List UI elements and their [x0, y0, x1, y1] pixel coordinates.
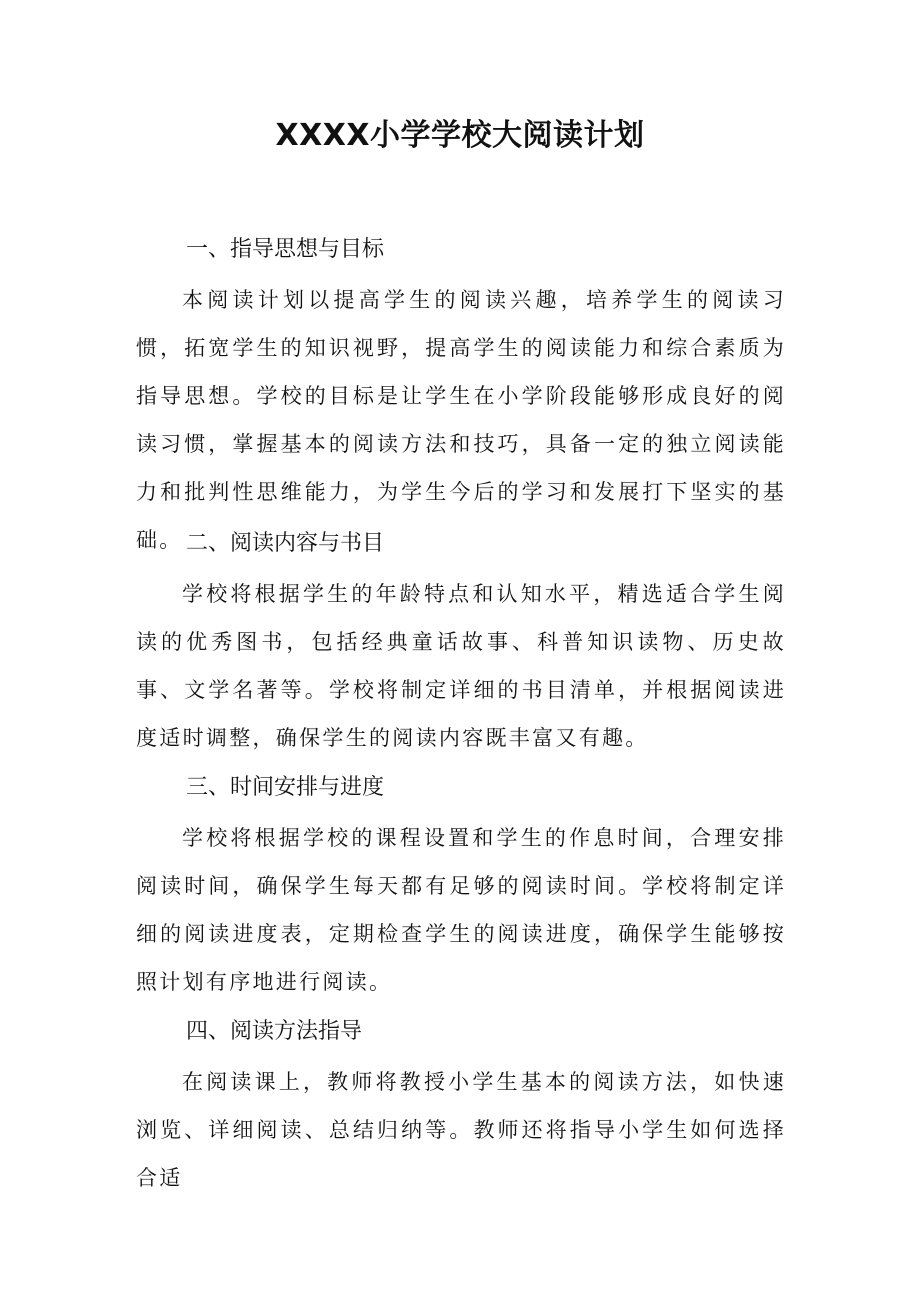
section-paragraph: 在阅读课上，教师将教授小学生基本的阅读方法，如快速浏览、详细阅读、总结归纳等。教师还将指导小学生如何选择合适	[136, 1070, 786, 1190]
section-heading: 三、时间安排与进度	[186, 775, 385, 800]
section-heading: 四、阅读方法指导	[186, 1019, 363, 1044]
section-reading-methods	[136, 1014, 786, 1202]
section-paragraph: 学校将根据学生的年龄特点和认知水平，精选适合学生阅读的优秀图书，包括经典童话故事、科普知识读物、历史故事、文学名著等。学校将制定详细的书目清单，并根据阅读进度适时调整，确保学生的阅读内容既丰富又有趣。	[136, 582, 786, 750]
section-paragraph: 本阅读计划以提高学生的阅读兴趣，培养学生的阅读习惯，拓宽学生的知识视野，提高学生的阅读能力和综合素质为指导思想。学校的目标是让学生在小学阶段能够形成良好的阅读习惯，掌握基本的阅读方法和技巧，具备一定的独立阅读能力和批判性思维能力，为学生今后的学习和发展打下坚实的基础。	[136, 288, 786, 552]
section-heading: 一、指导思想与目标	[186, 237, 385, 262]
section-guiding-ideology	[136, 232, 786, 564]
document-title: XXXX小学学校大阅读计划	[275, 118, 645, 153]
section-schedule	[136, 770, 786, 1006]
section-reading-content	[136, 526, 786, 762]
section-paragraph: 学校将根据学校的课程设置和学生的作息时间，合理安排阅读时间，确保学生每天都有足够的阅读时间。学校将制定详细的阅读进度表，定期检查学生的阅读进度，确保学生能够按照计划有序地进行阅读。	[136, 826, 786, 994]
section-heading: 二、阅读内容与书目	[186, 531, 385, 556]
